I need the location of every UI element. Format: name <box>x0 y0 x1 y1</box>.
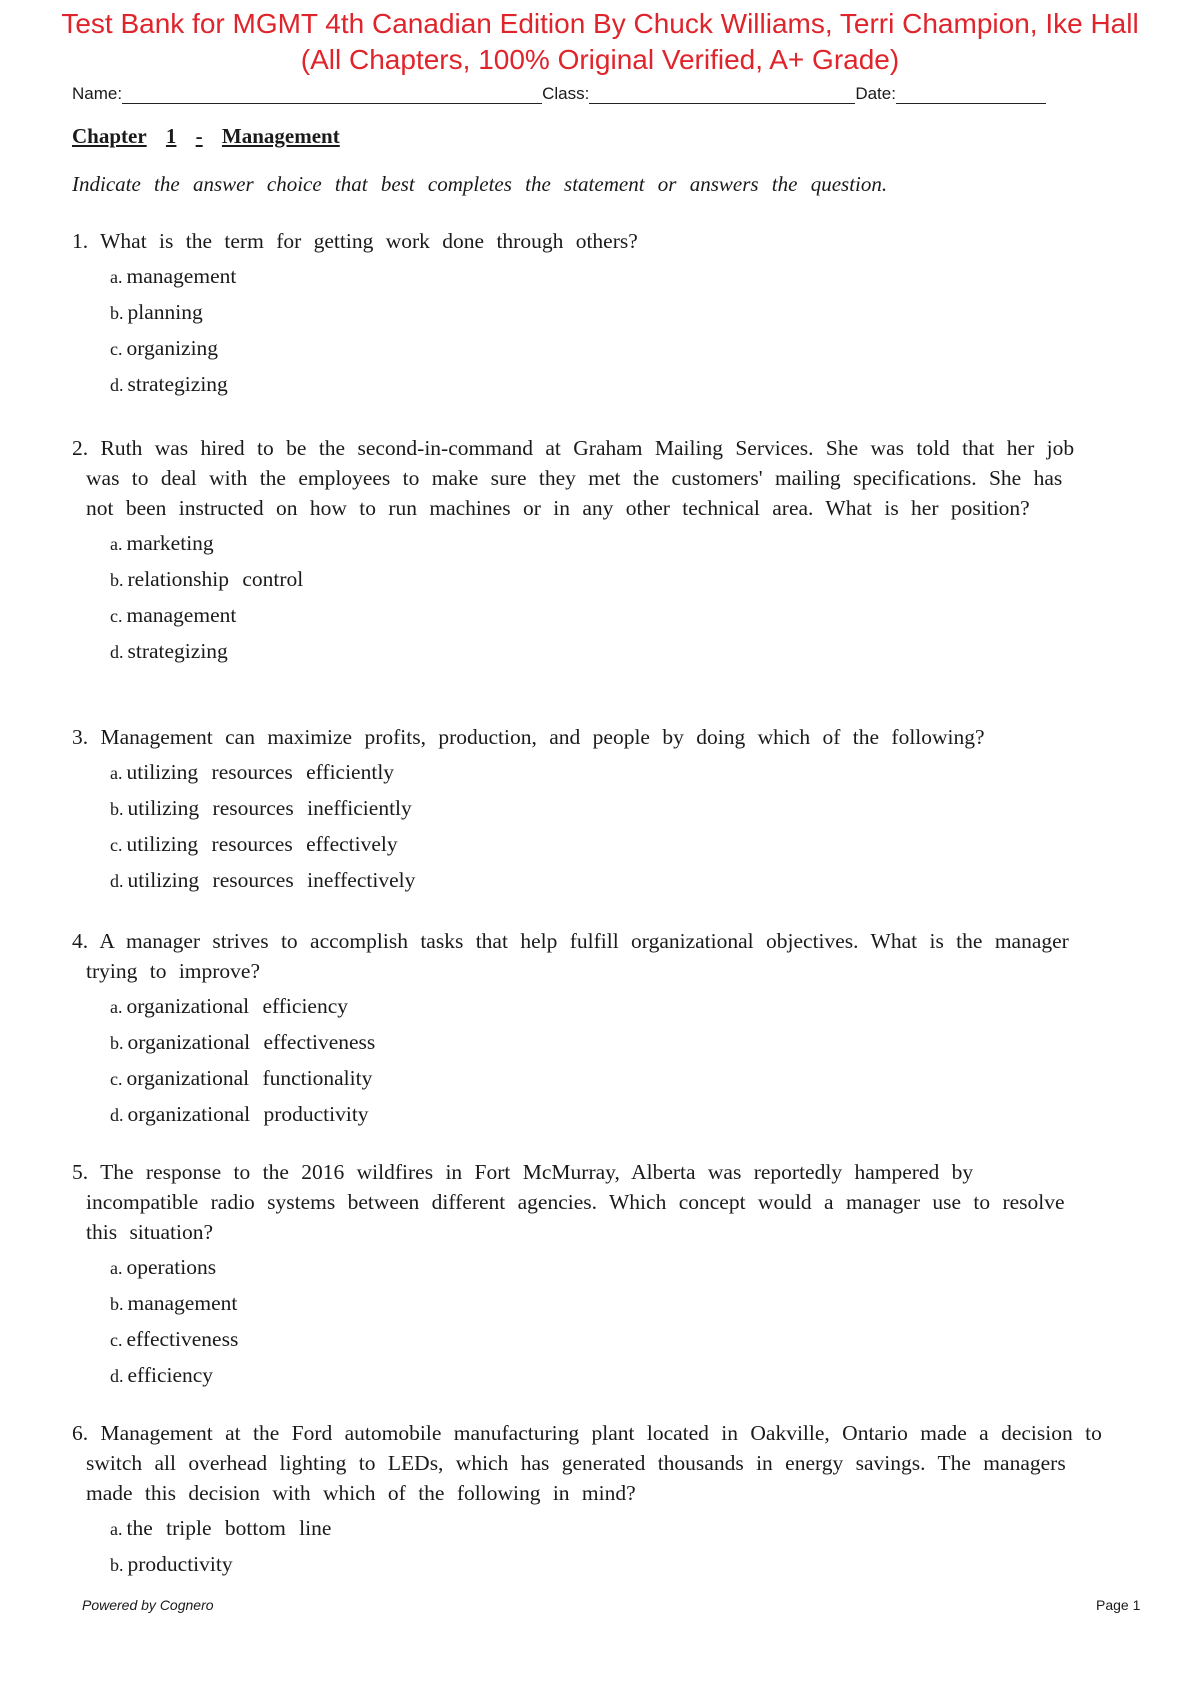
option-letter: b. <box>110 1033 124 1053</box>
option-text: strategizing <box>127 372 228 396</box>
chapter-label: Chapter <box>72 124 147 148</box>
option-text: utilizing resources efficiently <box>126 760 395 784</box>
question-number: 2. <box>72 436 89 460</box>
answer-option-d[interactable] <box>110 862 1112 898</box>
option-text: utilizing resources ineffectively <box>127 868 416 892</box>
option-text: productivity <box>127 1552 233 1576</box>
option-letter: b. <box>110 799 124 819</box>
option-text: marketing <box>126 531 214 555</box>
answer-option-b[interactable] <box>110 1546 1102 1582</box>
option-letter: c. <box>110 339 123 359</box>
option-text: utilizing resources inefficiently <box>127 796 412 820</box>
option-letter: b. <box>110 570 124 590</box>
answer-option-b[interactable] <box>110 294 1112 330</box>
name-field-line[interactable] <box>122 85 542 104</box>
answer-option-c[interactable] <box>110 330 1112 366</box>
question-number: 4. <box>72 929 89 953</box>
question-text: Ruth was hired to be the second-in-command at Graham Mailing Services. She was told that her job was to deal with the employees to make sure they met the customers' mailing specifications. She has not been instructed on how to run machines or in any other technical area. What is her position? <box>86 436 1075 520</box>
option-letter: b. <box>110 303 124 323</box>
chapter-separator: - <box>195 124 203 148</box>
question-3 <box>72 722 1112 898</box>
question-2 <box>72 433 1082 669</box>
question-text: Management can maximize profits, production, and people by doing which of the following? <box>100 725 985 749</box>
option-letter: c. <box>110 606 123 626</box>
option-letter: a. <box>110 763 123 783</box>
option-letter: a. <box>110 534 123 554</box>
answer-option-a[interactable] <box>110 1510 1102 1546</box>
answer-option-c[interactable] <box>110 597 1082 633</box>
class-field-line[interactable] <box>589 85 855 104</box>
class-label: Class: <box>542 84 590 103</box>
question-stem <box>72 433 1082 523</box>
option-letter: d. <box>110 871 124 891</box>
option-letter: c. <box>110 1069 123 1089</box>
option-text: efficiency <box>127 1363 214 1387</box>
option-text: operations <box>126 1255 217 1279</box>
instructions: Indicate the answer choice that best completes the statement or answers the question. <box>72 172 888 196</box>
answer-option-a[interactable] <box>110 258 1112 294</box>
answer-option-b[interactable] <box>110 1285 1092 1321</box>
option-text: the triple bottom line <box>126 1516 332 1540</box>
question-text: A manager strives to accomplish tasks that help fulfill organizational objectives. What is the manager trying to improve? <box>86 929 1069 983</box>
answer-option-d[interactable] <box>110 1096 1112 1132</box>
option-text: management <box>126 603 237 627</box>
option-letter: a. <box>110 1258 123 1278</box>
question-number: 5. <box>72 1160 89 1184</box>
answer-option-a[interactable] <box>110 988 1112 1024</box>
question-stem <box>72 226 1112 256</box>
option-letter: d. <box>110 1366 124 1386</box>
chapter-number: 1 <box>165 124 177 148</box>
option-letter: b. <box>110 1294 124 1314</box>
question-text: The response to the 2016 wildfires in Fort McMurray, Alberta was reportedly hampered by incompatible radio systems between different agencies. Which concept would a manager use to resolve this situation? <box>86 1160 1065 1244</box>
page-number: Page 1 <box>1096 1597 1141 1613</box>
option-text: organizational functionality <box>126 1066 373 1090</box>
option-text: organizational efficiency <box>126 994 349 1018</box>
option-text: organizational productivity <box>127 1102 369 1126</box>
option-letter: a. <box>110 267 123 287</box>
answer-option-c[interactable] <box>110 1321 1092 1357</box>
answer-option-c[interactable] <box>110 1060 1112 1096</box>
question-number: 6. <box>72 1421 89 1445</box>
answer-option-a[interactable] <box>110 1249 1092 1285</box>
question-1 <box>72 226 1112 402</box>
option-text: management <box>127 1291 238 1315</box>
answer-option-b[interactable] <box>110 1024 1112 1060</box>
question-stem <box>72 722 1112 752</box>
answer-option-a[interactable] <box>110 754 1112 790</box>
question-number: 3. <box>72 725 89 749</box>
date-field-line[interactable] <box>896 85 1046 104</box>
student-info-row <box>72 78 1144 104</box>
option-letter: a. <box>110 1519 123 1539</box>
answer-option-a[interactable] <box>110 525 1082 561</box>
option-letter: c. <box>110 835 123 855</box>
answer-option-d[interactable] <box>110 633 1082 669</box>
answer-option-b[interactable] <box>110 790 1112 826</box>
question-5 <box>72 1157 1092 1393</box>
question-4 <box>72 926 1112 1132</box>
option-text: utilizing resources effectively <box>126 832 398 856</box>
option-letter: c. <box>110 1330 123 1350</box>
option-letter: d. <box>110 375 124 395</box>
answer-option-c[interactable] <box>110 826 1112 862</box>
option-text: organizing <box>126 336 219 360</box>
powered-by-footer: Powered by Cognero <box>82 1597 214 1613</box>
date-label: Date: <box>855 84 896 103</box>
question-text: Management at the Ford automobile manufacturing plant located in Oakville, Ontario made a decision to switch all overhead lighting to LEDs, which has generated thousands in energy savings. The managers made this decision with which of the following in mind? <box>86 1421 1102 1505</box>
chapter-title: Management <box>221 124 340 148</box>
question-number: 1. <box>72 229 89 253</box>
answer-option-d[interactable] <box>110 366 1112 402</box>
question-stem <box>72 1418 1102 1508</box>
option-letter: b. <box>110 1555 124 1575</box>
question-stem <box>72 1157 1092 1247</box>
option-letter: d. <box>110 1105 124 1125</box>
option-text: organizational effectiveness <box>127 1030 376 1054</box>
document-banner-title: Test Bank for MGMT 4th Canadian Edition By Chuck Williams, Terri Champion, Ike Hall (All Chapters, 100% Original Verified, A+ Grade) <box>61 8 1139 75</box>
option-letter: a. <box>110 997 123 1017</box>
option-text: planning <box>127 300 203 324</box>
question-text: What is the term for getting work done through others? <box>100 229 638 253</box>
option-text: effectiveness <box>126 1327 239 1351</box>
option-text: strategizing <box>127 639 228 663</box>
chapter-heading <box>72 124 354 149</box>
question-stem <box>72 926 1112 986</box>
name-label: Name: <box>72 84 123 103</box>
option-letter: d. <box>110 642 124 662</box>
option-text: management <box>126 264 237 288</box>
option-text: relationship control <box>127 567 304 591</box>
question-6 <box>72 1418 1102 1582</box>
answer-option-b[interactable] <box>110 561 1082 597</box>
answer-option-d[interactable] <box>110 1357 1092 1393</box>
